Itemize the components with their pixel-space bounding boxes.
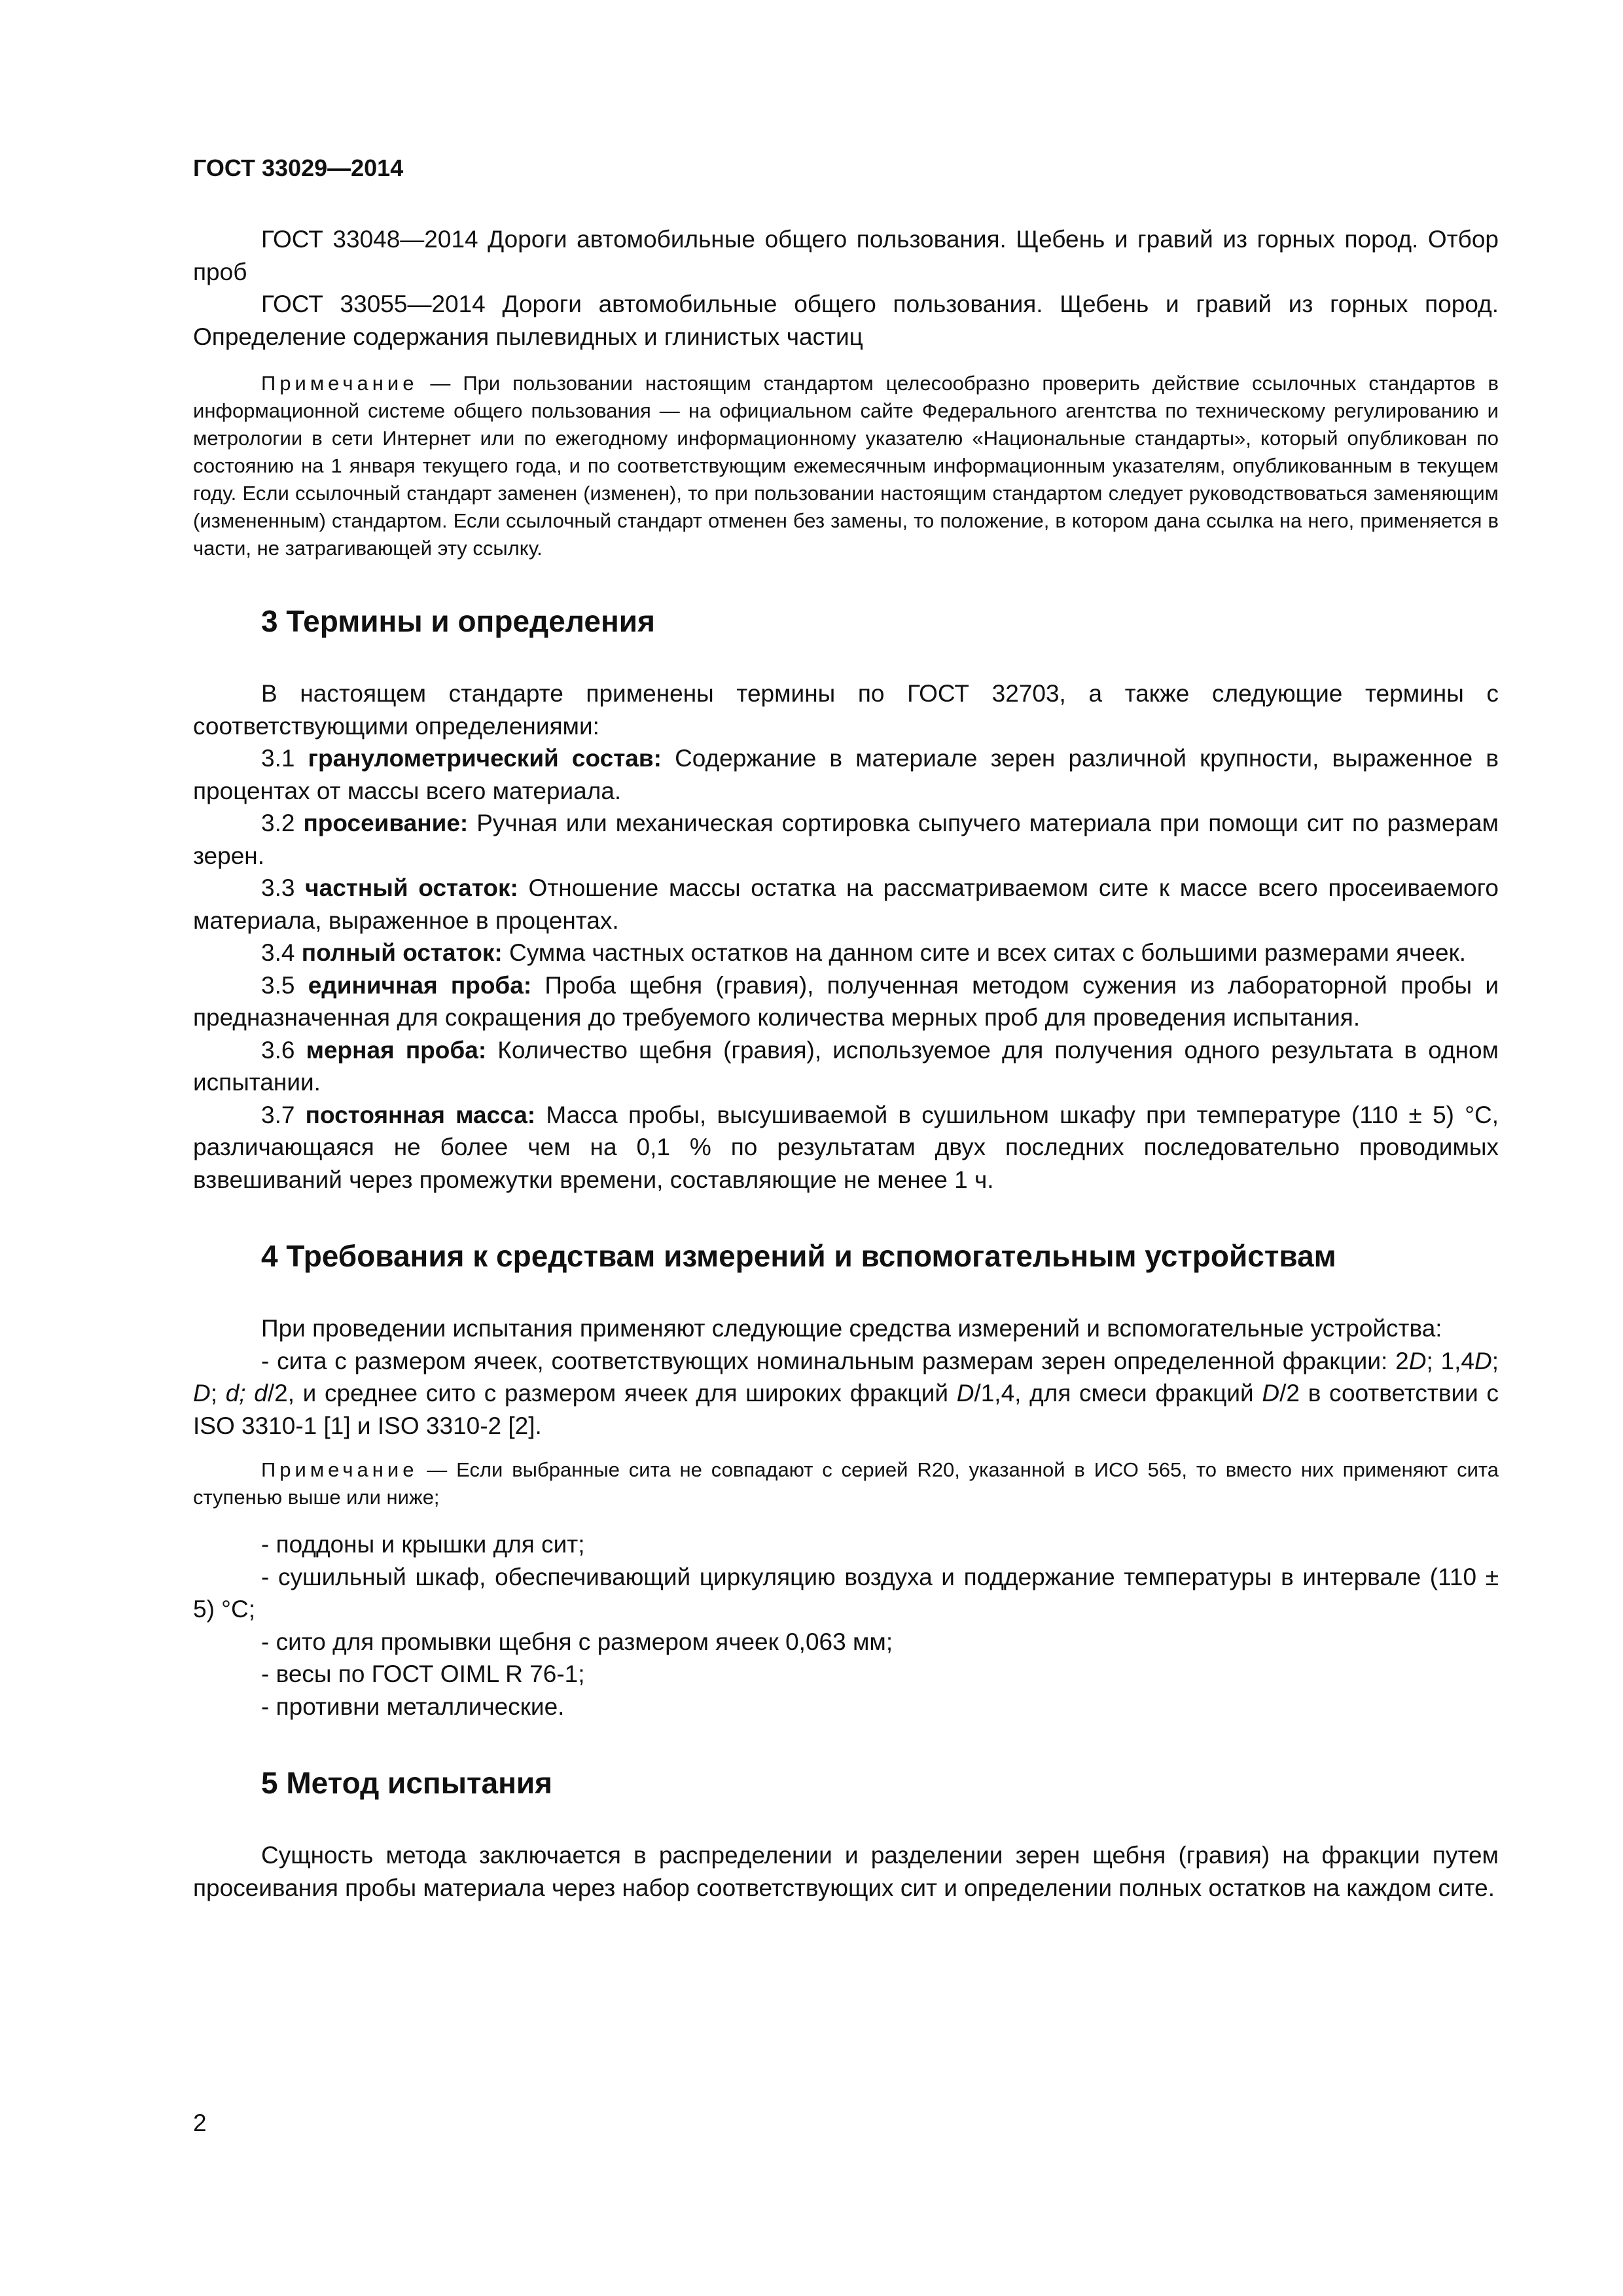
list-item: - поддоны и крышки для сит; — [261, 1531, 585, 1558]
section-paragraph: Сущность метода заключается в распределении и разделении зерен щебня (гравия) на фракции путем просеивания пробы материала через набор соответствующих сит и определении полных остатков на каждом сите. — [193, 1842, 1499, 1901]
note-text: — При пользовании настоящим стандартом целесообразно проверить действие ссылочных стандартов в информационной системе общего пользования — на официальном сайте Федерального агентства по техническому регулированию и метрологии в сети Интернет или по ежегодному информационному указателю «Национальные стандарты», который опубликован по состоянию на 1 января текущего года, и по соответствующим ежемесячным информационным указателям, опубликованным в текущем году. Если ссылочный стандарт заменен (изменен), то при пользовании настоящим стандартом следует руководствоваться заменяющим (измененным) стандартом. Если ссылочный стандарт отменен без замены, то положение, в котором дана ссылка на него, применяется в части, не затрагивающей эту ссылку. — [193, 372, 1499, 560]
section-intro: В настоящем стандарте применены термины по ГОСТ 32703, а также следующие термины с соответствующими определениями: — [193, 680, 1499, 740]
note-label: Примечание — [261, 1458, 418, 1481]
list-item: - сито для промывки щебня с размером ячеек 0,063 мм; — [261, 1628, 893, 1655]
note-block — [193, 370, 1499, 562]
sieve-var: d; d — [225, 1380, 268, 1407]
section-heading: 4 Требования к средствам измерений и вспомогательным устройствам — [261, 1239, 1336, 1273]
document-page — [193, 154, 1499, 1904]
sieve-var: D — [1408, 1347, 1427, 1374]
sieve-text: ; 1,4 — [1426, 1347, 1474, 1374]
note-block — [193, 1456, 1499, 1511]
sieve-list-item — [193, 1345, 1499, 1443]
term-name: единичная проба: — [308, 971, 532, 999]
term-definition — [193, 872, 1499, 937]
term-definition — [193, 742, 1499, 807]
term-text: Проба щебня (гравия), полученная методом сужения из лабораторной пробы и предназначенная для сокращения до требуемого количества мерных проб для проведения испытания. — [193, 971, 1499, 1031]
term-number: 3.2 — [261, 810, 304, 836]
section-4-body — [193, 1312, 1499, 1442]
term-number: 3.7 — [261, 1101, 306, 1128]
term-definition — [193, 1099, 1499, 1196]
term-name: полный остаток: — [301, 939, 503, 966]
section-3-body — [193, 677, 1499, 1196]
term-name: гранулометрический состав: — [308, 745, 662, 772]
term-definition — [193, 937, 1499, 969]
term-number: 3.1 — [261, 745, 308, 772]
term-name: частный остаток: — [305, 874, 518, 901]
section-heading: 5 Метод испытания — [261, 1766, 552, 1800]
sieve-text: /2, и среднее сито с размером ячеек для широких фракций — [267, 1380, 957, 1407]
sieve-text: ; — [210, 1380, 226, 1407]
term-number: 3.4 — [261, 939, 302, 966]
term-text: Сумма частных остатков на данном сите и всех ситах с большими размерами ячеек. — [502, 939, 1467, 966]
term-number: 3.6 — [261, 1036, 306, 1064]
sieve-var: D — [193, 1380, 211, 1407]
note-paragraph — [193, 370, 1499, 562]
list-item: - сушильный шкаф, обеспечивающий циркуляцию воздуха и поддержание температуры в интервале (110 ± 5) °С; — [193, 1563, 1499, 1623]
sieve-text: ; — [1491, 1347, 1499, 1374]
document-header: ГОСТ 33029—2014 — [193, 154, 404, 181]
note-text: — Если выбранные сита не совпадают с серией R20, указанной в ИСО 565, то вместо них применяют сита ступенью выше или ниже; — [193, 1458, 1499, 1509]
section-intro: При проведении испытания применяют следующие средства измерений и вспомогательные устройства: — [261, 1315, 1442, 1342]
term-definition — [193, 969, 1499, 1034]
reference-item: ГОСТ 33055—2014 Дороги автомобильные общего пользования. Щебень и гравий из горных пород. Определение содержания пылевидных и глинистых частиц — [193, 291, 1499, 350]
term-definition — [193, 807, 1499, 872]
sieve-var: D — [956, 1380, 974, 1407]
term-text: Отношение массы остатка на рассматриваемом сите к массе всего просеиваемого материала, выраженное в процентах. — [193, 874, 1499, 934]
section-heading: 3 Термины и определения — [261, 604, 655, 638]
term-text: Масса пробы, высушиваемой в сушильном шкафу при температуре (110 ± 5) °C, различающаяся не более чем на 0,1 % по результатам двух последних последовательно проводимых взвешиваний через промежутки времени, составляющие не менее 1 ч. — [193, 1101, 1499, 1193]
normative-references — [193, 223, 1499, 353]
term-definition — [193, 1034, 1499, 1099]
term-text: Количество щебня (гравия), используемое для получения одного результата в одном испытании. — [193, 1036, 1499, 1096]
term-name: мерная проба: — [306, 1036, 487, 1064]
equipment-list — [193, 1528, 1499, 1723]
page-number: 2 — [193, 2109, 207, 2136]
note-label: Примечание — [261, 372, 418, 395]
list-item: - противни металлические. — [261, 1693, 565, 1720]
term-number: 3.5 — [261, 971, 308, 999]
sieve-var: D — [1262, 1380, 1280, 1407]
term-name: постоянная масса: — [305, 1101, 536, 1128]
term-number: 3.3 — [261, 874, 306, 901]
list-item: - весы по ГОСТ OIML R 76-1; — [261, 1660, 585, 1687]
term-text: Ручная или механическая сортировка сыпучего материала при помощи сит по размерам зерен. — [193, 810, 1499, 869]
sieve-text: /1,4, для смеси фракций — [974, 1380, 1262, 1407]
sieve-text: - сита с размером ячеек, соответствующих номинальным размерам зерен определенной фракции: 2 — [261, 1347, 1409, 1374]
term-name: просеивание: — [303, 810, 469, 836]
sieve-text: /2 в соответствии с ISO 3310-1 [1] и ISO 3310-2 [2]. — [193, 1380, 1499, 1439]
term-text: Содержание в материале зерен различной крупности, выраженное в процентах от массы всего материала. — [193, 745, 1499, 804]
reference-item: ГОСТ 33048—2014 Дороги автомобильные общего пользования. Щебень и гравий из горных пород. Отбор проб — [193, 226, 1499, 285]
note-paragraph — [193, 1456, 1499, 1511]
sieve-var: D — [1474, 1347, 1492, 1374]
section-5-body — [193, 1839, 1499, 1904]
